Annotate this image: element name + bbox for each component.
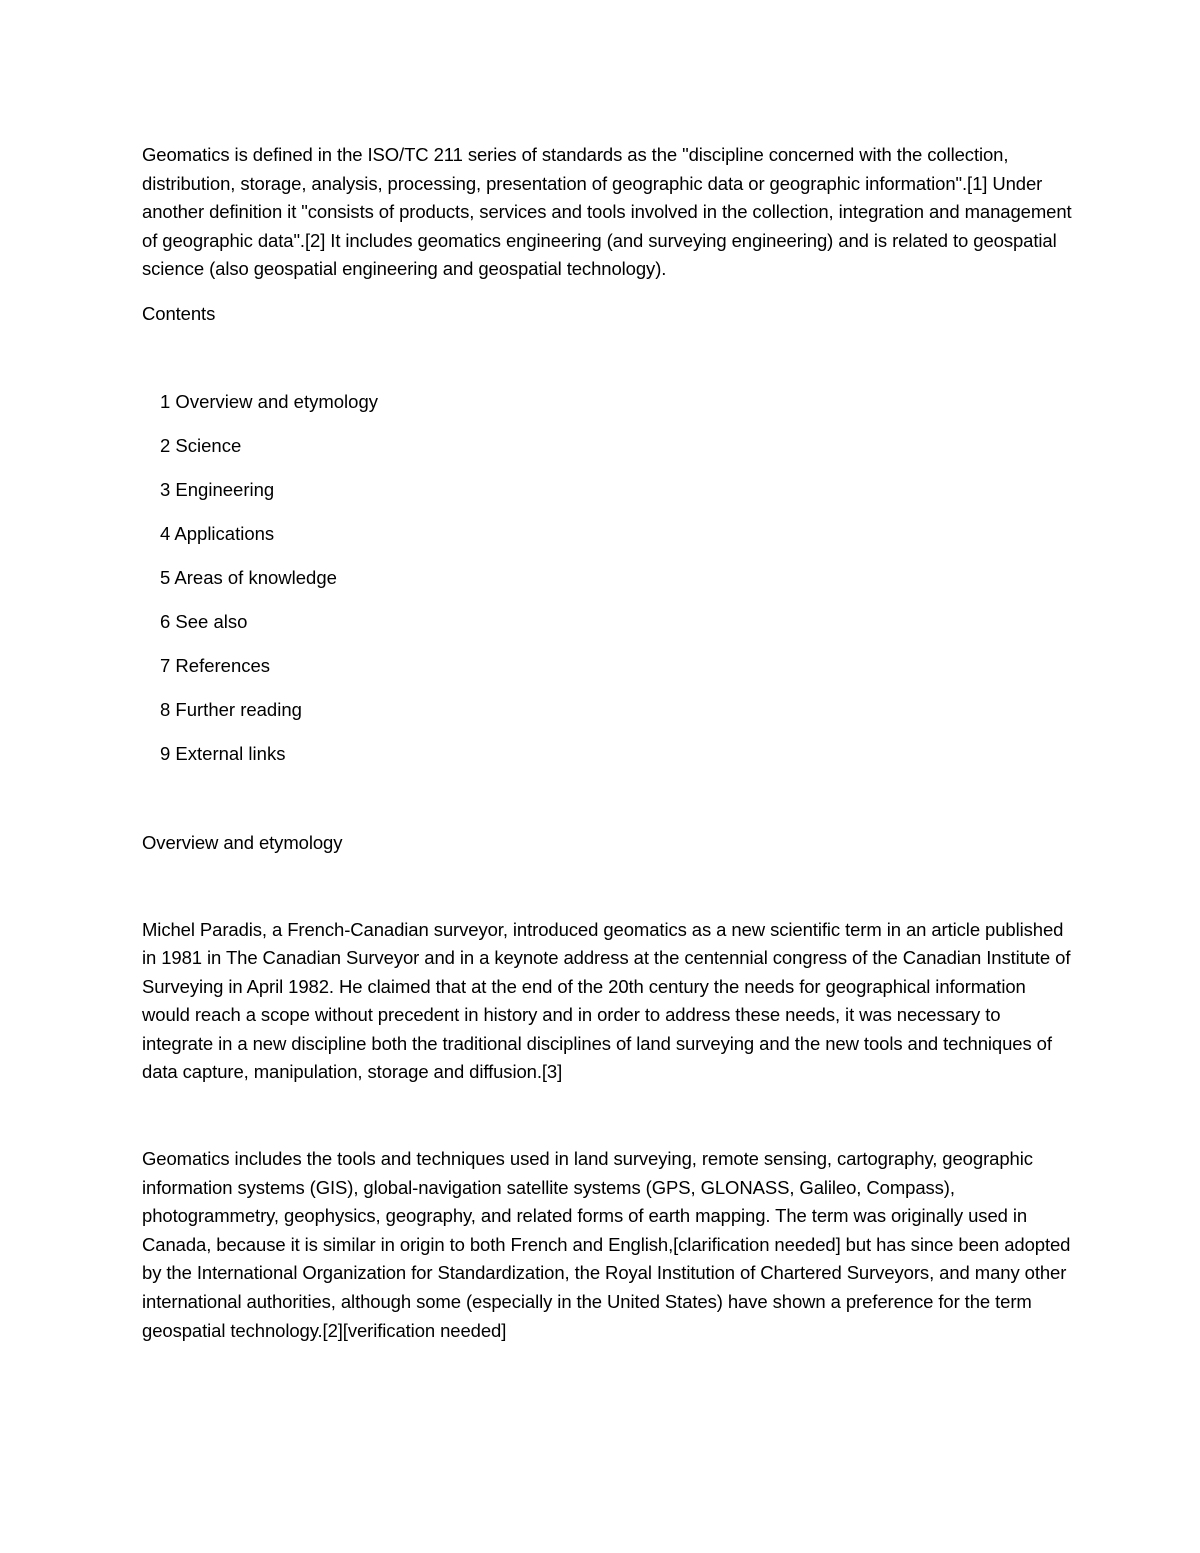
toc-item: 9 External links <box>160 743 286 765</box>
document-body <box>142 141 1072 1345</box>
toc-item: 8 Further reading <box>160 699 302 721</box>
toc-item: 1 Overview and etymology <box>160 390 378 412</box>
toc-item: 4 Applications <box>160 522 275 544</box>
body-paragraph: Geomatics includes the tools and techniques used in land surveying, remote sensing, cartography, geographic information systems (GIS), global-navigation satellite systems (GPS, GLONASS, Galileo, Compass), photogrammetry, geophysics, geography, and related forms of earth mapping. The term was originally used in Canada, because it is similar in origin to both French and English,[clarification needed] but has since been adopted by the International Organization for Standardization, the Royal Institution of Chartered Surveyors, and many other international authorities, although some (especially in the United States) have shown a preference for the term geospatial technology.[2][verification needed] <box>142 1148 1071 1341</box>
body-paragraph: Michel Paradis, a French-Canadian surveyor, introduced geomatics as a new scientific term in an article published in 1981 in The Canadian Surveyor and in a keynote address at the centennial congress of the Canadian Institute of Surveying in April 1982. He claimed that at the end of the 20th century the needs for geographical information would reach a scope without precedent in history and in order to address these needs, it was necessary to integrate in a new discipline both the traditional disciplines of land surveying and the new tools and techniques of data capture, manipulation, storage and diffusion.[3] <box>142 918 1071 1083</box>
toc-item: 2 Science <box>160 434 242 456</box>
section-heading: Overview and etymology <box>142 831 343 853</box>
toc-item: 3 Engineering <box>160 478 275 500</box>
toc-item: 7 References <box>160 655 271 677</box>
toc-item: 5 Areas of knowledge <box>160 566 337 588</box>
table-of-contents <box>142 388 1072 769</box>
contents-heading: Contents <box>142 302 216 324</box>
intro-paragraph: Geomatics is defined in the ISO/TC 211 series of standards as the "discipline concerned with the collection, distribution, storage, analysis, processing, presentation of geographic data or geographic information".[1] Under another definition it "consists of products, services and tools involved in the collection, integration and management of geographic data".[2] It includes geomatics engineering (and surveying engineering) and is related to geospatial science (also geospatial engineering and geospatial technology). <box>142 144 1072 280</box>
toc-item: 6 See also <box>160 611 248 633</box>
